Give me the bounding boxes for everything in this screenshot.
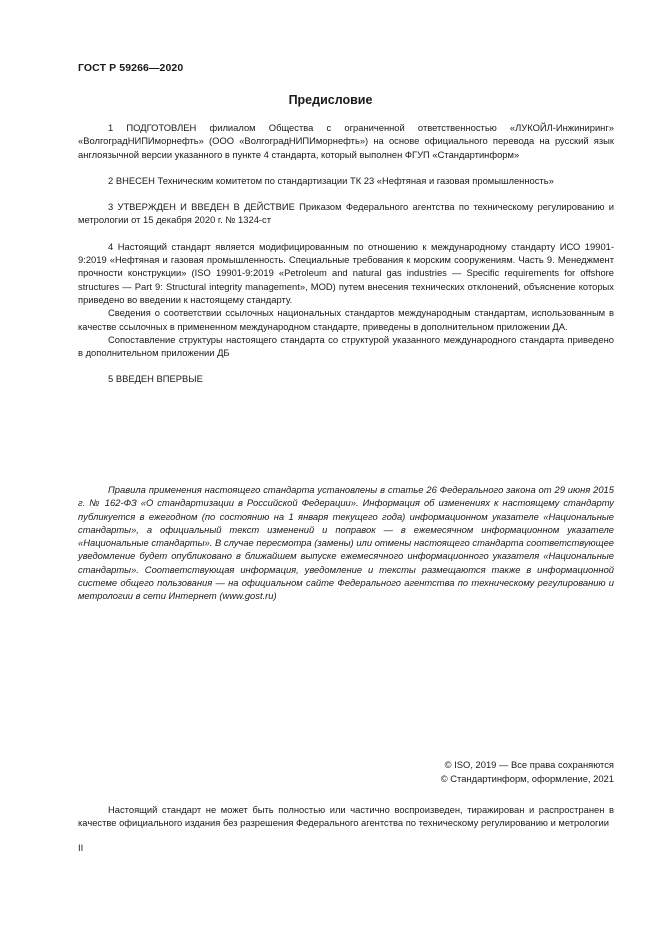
page-number: II bbox=[78, 842, 84, 853]
reproduction-text: Настоящий стандарт не может быть полностью или частично воспроизведен, тиражирован и распространен в качестве официального издания без разрешения Федерального агентства по техническому регулированию и метрологии bbox=[78, 804, 614, 829]
application-notice bbox=[78, 483, 614, 603]
preface-item-2: 2 ВНЕСЕН Техническим комитетом по стандартизации ТК 23 «Нефтяная и газовая промышленность» bbox=[108, 174, 554, 186]
copyright-block bbox=[441, 758, 614, 785]
page-title: Предисловие bbox=[288, 93, 373, 107]
preface-item-1: 1 ПОДГОТОВЛЕН филиалом Общества с ограниченной ответственностью «ЛУКОЙЛ-Инжиниринг» «ВолгоградНИПИморнефть» (ООО «ВолгоградНИПИморнефть») на основе официального перевода на русский язык англоязычной версии указанного в пункте 4 стандарта, который выполнен ФГУП «Стандартинформ» bbox=[78, 122, 614, 160]
notice-text: Правила применения настоящего стандарта установлены в статье 26 Федерального закона от 29 июня 2015 г. № 162-ФЗ «О стандартизации в Российской Федерации». Информация об изменениях к настоящему стандарту публикуется в ежегодном (по состоянию на 1 января текущего года) информационном указателе «Национальные стандарты», а официальный текст изменений и поправок — в ежемесячном информационном указателе «Национальные стандарты». В случае пересмотра (замены) или отмены настоящего стандарта соответствующее уведомление будет опубликовано в ближайшем выпуске ежемесячного информационного указателя «Национальные стандарты». Соответствующая информация, уведомление и тексты размещаются также в информационной системе общего пользования — на официальном сайте Федерального агентства по техническому регулированию и метрологии в сети Интернет (www.gost.ru) bbox=[78, 484, 614, 602]
preface-item-4-references: Сведения о соответствии ссылочных национальных стандартов международным стандартам, использованным в качестве ссылочных в примененном международном стандарте, приведены в дополнительном приложении ДА. bbox=[78, 307, 614, 332]
standard-code: ГОСТ Р 59266—2020 bbox=[78, 62, 184, 74]
preface-item-4: 4 Настоящий стандарт является модифицированным по отношению к международному стандарту ИСО 19901-9:2019 «Нефтяная и газовая промышленность. Специальные требования к морским сооружениям. Часть 9. Менеджмент прочности конструкции» (ISO 19901-9:2019 «Petroleum and natural gas industries — Specific requirements for offshore structures — Part 9: Structural integrity management», MOD) путем внесения технических отклонений, объяснение которых приведено во введении к настоящему стандарту. bbox=[78, 240, 614, 305]
preface-item-3: 3 УТВЕРЖДЕН И ВВЕДЕН В ДЕЙСТВИЕ Приказом Федерального агентства по техническому регулированию и метрологии от 15 декабря 2020 г. № 1324-ст bbox=[78, 201, 614, 226]
preface-body bbox=[78, 121, 614, 386]
reproduction-notice bbox=[78, 803, 614, 830]
preface-item-4-comparison: Сопоставление структуры настоящего стандарта со структурой указанного международного стандарта приведено в дополнительном приложении ДБ bbox=[78, 333, 614, 359]
copyright-publisher: © Стандартинформ, оформление, 2021 bbox=[440, 772, 614, 784]
copyright-iso: © ISO, 2019 — Все права сохраняются bbox=[444, 759, 614, 770]
preface-item-5: 5 ВВЕДЕН ВПЕРВЫЕ bbox=[108, 373, 203, 385]
